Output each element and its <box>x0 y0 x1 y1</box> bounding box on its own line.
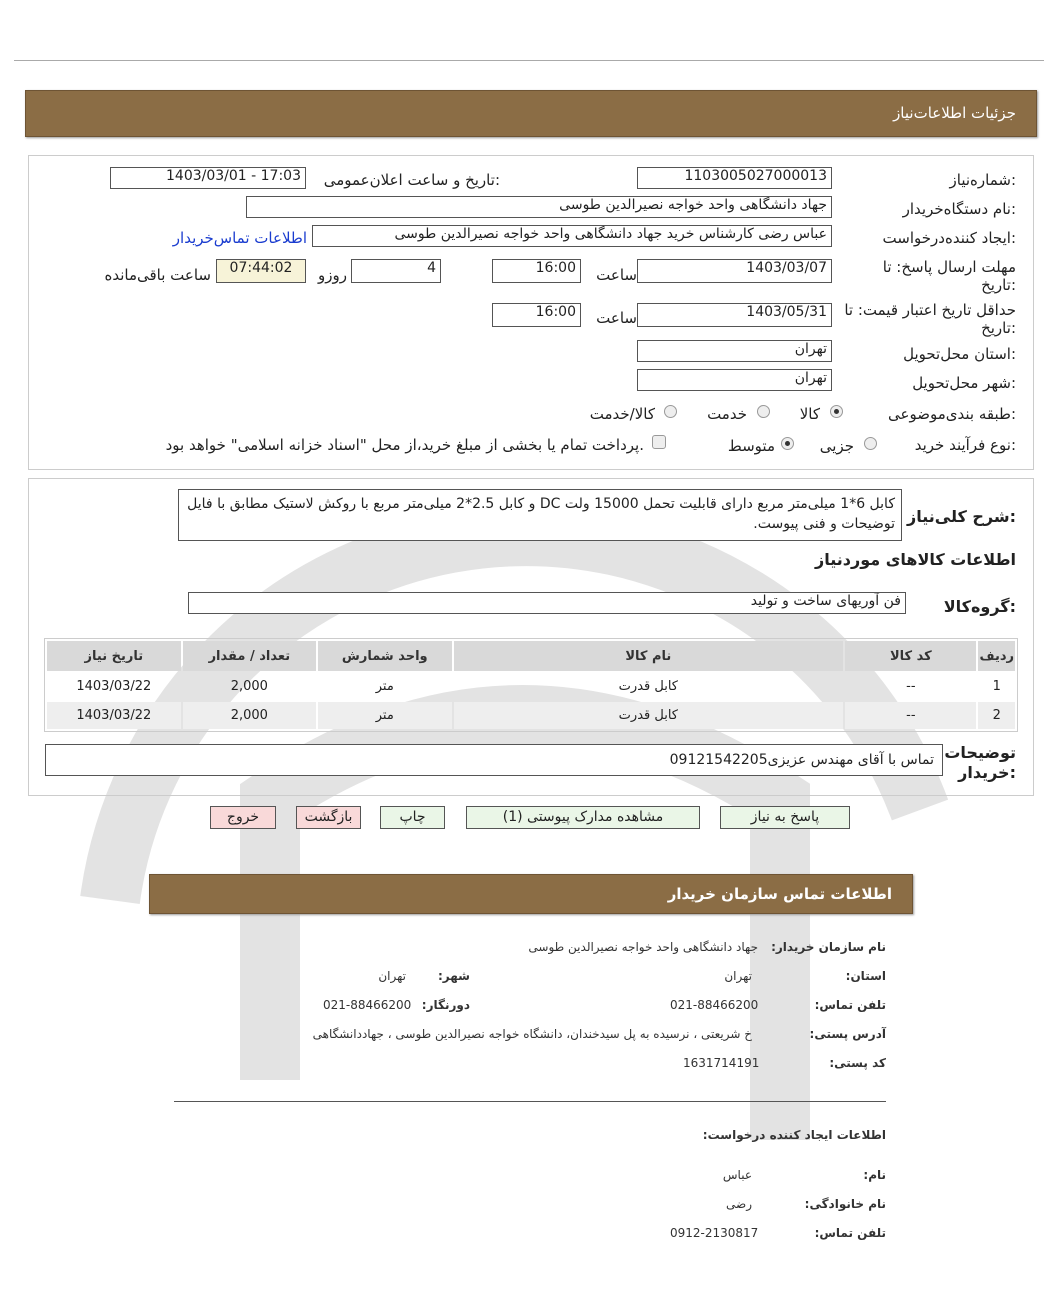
col-name: نام کالا <box>454 641 844 671</box>
contact-phone-label: تلفن تماس: <box>814 998 886 1012</box>
contact-address-value: خ شریعتی ، نرسیده به پل سیدخندان، دانشگاه خواجه نصیرالدین طوسی ، جهاددانشگاهی <box>312 1027 752 1041</box>
requester-phone-label: تلفن تماس: <box>814 1226 886 1240</box>
category-option-goods: کالا <box>799 405 820 423</box>
creator-label: ایجاد کننده‌درخواست: <box>882 229 1016 247</box>
days-label: روزو <box>318 266 347 284</box>
buyer-notes-label-2: خریدار: <box>958 763 1016 782</box>
process-option-medium: متوسط <box>727 437 775 455</box>
goods-section-title: اطلاعات کالاهای موردنیاز <box>815 550 1016 569</box>
contact-postal-label: کد پستی: <box>829 1056 886 1070</box>
cell-row-no: 2 <box>978 702 1015 729</box>
col-unit: واحد شمارش <box>318 641 451 671</box>
category-radio-service[interactable] <box>757 405 770 418</box>
requester-first-name-label: نام: <box>863 1168 886 1182</box>
cell-name: کابل قدرت <box>618 679 678 694</box>
view-attachments-button[interactable]: مشاهده مدارک پیوستی (1) <box>466 806 700 829</box>
contact-postal-value: 1631714191 <box>683 1056 760 1070</box>
requester-section-title: اطلاعات ایجاد کننده درخواست: <box>702 1128 886 1142</box>
deadline-label-2: تاریخ: <box>981 276 1016 294</box>
contact-city-value: تهران <box>378 969 406 983</box>
contact-address-label: آدرس پستی: <box>809 1027 886 1041</box>
requester-last-name-label: نام خانوادگی: <box>804 1197 886 1211</box>
need-number-label: شماره‌نیاز: <box>949 171 1016 189</box>
buyer-org-label: نام دستگاه‌خریدار: <box>902 200 1016 218</box>
validity-label-2: تاریخ: <box>981 319 1016 337</box>
process-radio-medium[interactable] <box>781 437 794 450</box>
requester-phone-value: 0912-2130817 <box>670 1226 759 1240</box>
col-qty: تعداد / مقدار <box>183 641 316 671</box>
category-radio-both[interactable] <box>664 405 677 418</box>
announce-label: تاریخ و ساعت اعلان‌عمومی: <box>323 171 500 189</box>
goods-group-field: فن آوریهای ساخت و تولید <box>188 592 906 614</box>
description-box: کابل 6*1 میلی‌متر مربع دارای قابلیت تحمل 15000 ولت DC و کابل 2.5*2 میلی‌متر مربع با روکش لاستیک مطابق با فایل توضیحات و فنی پیوست. <box>178 489 902 541</box>
contact-org-label: نام سازمان خریدار: <box>771 940 886 954</box>
contact-org-value: جهاد دانشگاهی واحد خواجه نصیرالدین طوسی <box>528 940 758 954</box>
contact-province-value: تهران <box>724 969 752 983</box>
process-option-minor: جزیی <box>819 437 854 455</box>
need-number-field: 1103005027000013 <box>637 167 832 189</box>
buyer-org-field: جهاد دانشگاهی واحد خواجه نصیرالدین طوسی <box>246 196 832 218</box>
contact-phone-value: 021-88466200 <box>670 998 759 1012</box>
print-button[interactable]: چاپ <box>380 806 445 829</box>
treasury-payment-note: پرداخت تمام یا بخشی از مبلغ خرید،از محل "اسناد خزانه اسلامی" خواهد بود. <box>165 436 644 454</box>
category-label: طبقه بندی‌موضوعی: <box>888 405 1016 423</box>
category-option-service: خدمت <box>707 405 747 423</box>
category-radio-goods[interactable] <box>830 405 843 418</box>
goods-table <box>45 639 1017 731</box>
contact-header-bar <box>149 874 913 914</box>
col-date: تاریخ نیاز <box>47 641 181 671</box>
col-code: کد کالا <box>845 641 976 671</box>
validity-date-field: 1403/05/31 <box>637 303 832 327</box>
buyer-notes-label: توضیحات <box>944 743 1016 762</box>
province-field: تهران <box>637 340 832 362</box>
cell-unit: متر <box>318 702 451 729</box>
requester-last-name-value: رضی <box>726 1197 752 1211</box>
remaining-timer: 07:44:02 <box>216 259 306 283</box>
col-row-no: ردیف <box>978 641 1015 671</box>
city-label: شهر محل‌تحویل: <box>912 374 1016 392</box>
deadline-time-label: ساعت <box>596 266 637 284</box>
announce-field: 1403/03/01 - 17:03 <box>110 167 306 189</box>
process-label: نوع فرآیند خرید: <box>914 436 1016 454</box>
days-field: 4 <box>351 259 441 283</box>
page-header-bar <box>25 90 1037 137</box>
table-row <box>47 702 1015 729</box>
validity-label: حداقل تاریخ اعتبار قیمت: تا <box>844 301 1016 319</box>
description-label: شرح کلی‌نیاز: <box>907 507 1016 526</box>
top-divider <box>14 60 1044 61</box>
cell-name: کابل قدرت <box>454 702 844 729</box>
requester-first-name-value: عباس <box>722 1168 752 1182</box>
contact-title: اطلاعات تماس سازمان خریدار <box>667 885 892 903</box>
process-radio-minor[interactable] <box>864 437 877 450</box>
category-option-both: کالا/خدمت <box>589 405 655 423</box>
buyer-contact-link[interactable]: اطلاعات تماس‌خریدار <box>172 229 307 247</box>
remaining-label: ساعت باقی‌مانده <box>104 266 211 284</box>
contact-city-label: شهر: <box>438 969 470 983</box>
contact-divider <box>174 1101 886 1102</box>
reply-button[interactable]: پاسخ به نیاز <box>720 806 850 829</box>
validity-time-field: 16:00 <box>492 303 581 327</box>
back-button[interactable]: بازگشت <box>296 806 361 829</box>
buyer-notes-box: تماس با آقای مهندس عزیزی09121542205 <box>45 744 943 776</box>
city-field: تهران <box>637 369 832 391</box>
cell-row-no: 1 <box>992 679 1001 694</box>
cell-code: -- <box>845 702 976 729</box>
contact-fax-label: دورنگار: <box>421 998 470 1012</box>
contact-fax-value: 021-88466200 <box>323 998 412 1012</box>
goods-table-header <box>47 641 1015 671</box>
deadline-date-field: 1403/03/07 <box>637 259 832 283</box>
goods-table-wrap <box>44 638 1018 732</box>
treasury-payment-checkbox[interactable] <box>652 435 666 449</box>
exit-button[interactable]: خروج <box>210 806 276 829</box>
deadline-time-field: 16:00 <box>492 259 581 283</box>
province-label: استان محل‌تحویل: <box>903 345 1016 363</box>
cell-qty: 2,000 <box>183 702 316 729</box>
cell-code: -- <box>906 679 916 694</box>
cell-qty: 2,000 <box>230 679 268 694</box>
cell-date: 1403/03/22 <box>76 679 152 694</box>
cell-unit: متر <box>375 679 394 694</box>
cell-date: 1403/03/22 <box>47 702 181 729</box>
table-row <box>47 673 1015 700</box>
goods-group-label: گروه‌کالا: <box>943 597 1016 616</box>
validity-time-label: ساعت <box>596 309 637 327</box>
creator-field: عباس رضی کارشناس خرید جهاد دانشگاهی واحد خواجه نصیرالدین طوسی <box>312 225 832 247</box>
contact-province-label: استان: <box>845 969 886 983</box>
page-title: جزئیات اطلاعات‌نیاز <box>893 104 1016 122</box>
deadline-label: مهلت ارسال پاسخ: تا <box>882 258 1016 276</box>
